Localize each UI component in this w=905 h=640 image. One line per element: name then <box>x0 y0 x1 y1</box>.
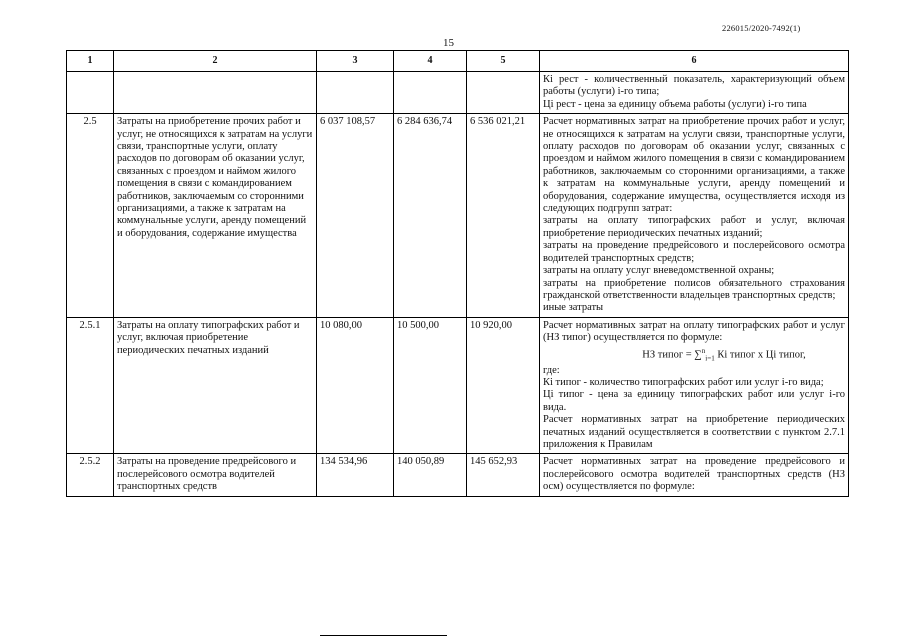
cell-value-year3: 145 652,93 <box>467 454 540 496</box>
description-line: затраты на оплату услуг вневедомственной охраны; <box>543 265 775 277</box>
cell-value-year3: 6 536 021,21 <box>467 114 540 318</box>
formula-sup: n <box>701 346 706 355</box>
cell-value <box>317 72 394 114</box>
description-line: затраты на приобретение полисов обязательного страхования гражданской ответственности владельцев транспортных средств; <box>543 277 845 301</box>
column-header: 4 <box>394 51 467 72</box>
cell-name <box>114 72 317 114</box>
cell-num <box>67 72 114 114</box>
table-header-row <box>67 51 849 72</box>
formula-right: Кi типог x Цi типог, <box>714 349 806 361</box>
column-header: 3 <box>317 51 394 72</box>
column-header: 5 <box>467 51 540 72</box>
description-line: Расчет нормативных затрат на приобретение периодических печатных изданий осуществляется в соответствии с пунктом 2.7.1 приложения к Правилам <box>543 414 845 450</box>
cell-value-year1: 6 037 108,57 <box>317 114 394 318</box>
description-line: Кi рест - количественный показатель, характеризующий объем работы (услуги) i-го типа; <box>543 74 845 98</box>
formula-sub: i=1 <box>705 354 715 363</box>
cell-value-year1: 10 080,00 <box>317 317 394 454</box>
formula <box>543 345 845 365</box>
description-line: Расчет нормативных затрат на проведение предрейсового и послерейсового осмотра водителей транспортных средств (НЗ осм) осуществляется по формуле: <box>543 456 845 493</box>
cell-num: 2.5.2 <box>67 454 114 496</box>
table-row-2-5 <box>67 114 849 318</box>
footer-rule <box>320 635 447 636</box>
cell-value-year2: 140 050,89 <box>394 454 467 496</box>
formula-left: НЗ типог = ∑ <box>642 349 702 361</box>
cell-value-year1: 134 534,96 <box>317 454 394 496</box>
column-header: 1 <box>67 51 114 72</box>
column-header: 2 <box>114 51 317 72</box>
page-number: 15 <box>443 37 454 49</box>
table-row-2-5-2 <box>67 454 849 496</box>
cost-table <box>66 50 849 497</box>
cell-description <box>540 317 849 454</box>
cell-description <box>540 114 849 318</box>
table-row-continuation <box>67 72 849 114</box>
cell-value <box>467 72 540 114</box>
column-header: 6 <box>540 51 849 72</box>
description-line: где: <box>543 364 560 376</box>
description-line: Цi рест - цена за единицу объема работы (услуги) i-го типа <box>543 98 807 110</box>
description-line: Кi типог - количество типографских работ или услуг i-го вида; <box>543 376 824 388</box>
document-id: 226015/2020-7492(1) <box>722 23 801 33</box>
description-line: Расчет нормативных затрат на оплату типографских работ и услуг (НЗ типог) осуществляется по формуле: <box>543 319 845 344</box>
cell-description <box>540 72 849 114</box>
cell-value-year3: 10 920,00 <box>467 317 540 454</box>
description-line: иные затраты <box>543 302 604 314</box>
table-row-2-5-1 <box>67 317 849 454</box>
cell-num: 2.5.1 <box>67 317 114 454</box>
cell-description <box>540 454 849 496</box>
cell-name: Затраты на оплату типографских работ и услуг, включая приобретение периодических печатных изданий <box>114 317 317 454</box>
cell-value <box>394 72 467 114</box>
cell-name: Затраты на приобретение прочих работ и услуг, не относящихся к затратам на услуги связи, транспортные услуги, оплату расходов по договорам об оказании услуг, связанных с проездом и наймом жилого помещения в связи с командированием работников, заключаемым со сторонними организациями, а также к затратам на коммунальные услуги, аренду помещений и оборудования, содержание имущества <box>114 114 317 318</box>
cell-value-year2: 6 284 636,74 <box>394 114 467 318</box>
description-line: Цi типог - цена за единицу типографских работ или услуг i-го вида. <box>543 389 845 413</box>
description-line: Расчет нормативных затрат на приобретение прочих работ и услуг, не относящихся к затратам на услуги связи, транспортные услуги, оплату расходов по договорам об оказании услуг, связанных с проездом и наймом жилого помещения в связи с командированием работников, заключаемым со сторонними организациями, а также к затратам на коммунальные услуги, аренду помещений и оборудования, содержание имущества, осуществляется исходя из следующих подгрупп затрат: <box>543 116 845 215</box>
description-line: затраты на проведение предрейсового и послерейсового осмотра водителей транспортных средств; <box>543 240 845 264</box>
cell-num: 2.5 <box>67 114 114 318</box>
cell-value-year2: 10 500,00 <box>394 317 467 454</box>
description-line: затраты на оплату типографских работ и услуг, включая приобретение периодических печатных изданий; <box>543 215 845 239</box>
cell-name: Затраты на проведение предрейсового и послерейсового осмотра водителей транспортных средств <box>114 454 317 496</box>
